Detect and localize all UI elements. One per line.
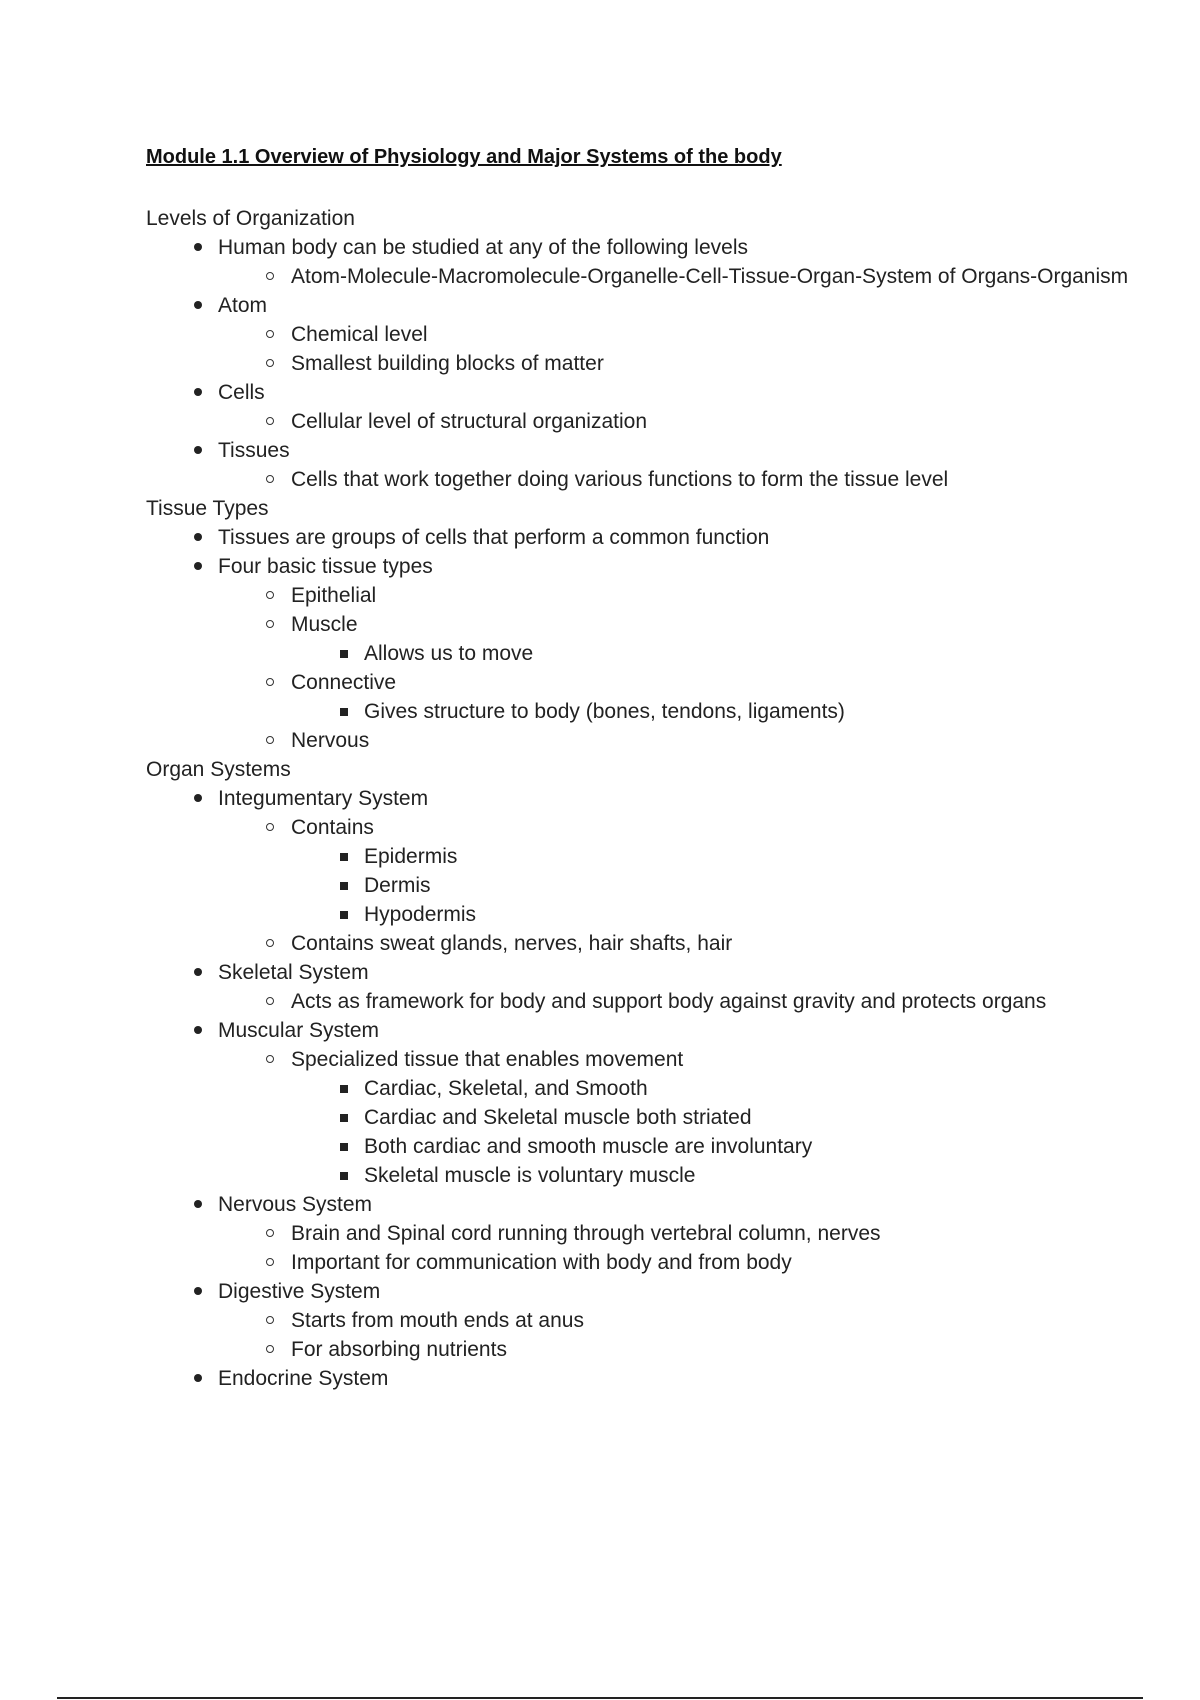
list-item-text: For absorbing nutrients [291,1338,507,1361]
list-item-text: Epithelial [291,584,377,607]
list-item-text: Tissues [218,439,290,462]
list-item-text: Organ Systems [146,758,291,781]
list-item [146,1277,1146,1306]
list-item [146,1161,1146,1190]
list-item-text: Cells [218,381,265,404]
list-item [146,378,1146,407]
list-item-text: Muscle [291,613,358,636]
list-item [146,784,1146,813]
list-item [146,1219,1146,1248]
list-item-text: Cardiac and Skeletal muscle both striated [364,1106,752,1129]
list-item [146,813,1146,842]
list-item-text: Tissue Types [146,497,269,520]
list-item [146,639,1146,668]
list-item-text: Atom [218,294,268,317]
list-item-text: Nervous [291,729,370,752]
notes-outline [146,204,1146,1393]
list-item [146,1335,1146,1364]
list-item-text: Hypodermis [364,903,477,926]
list-item [146,1248,1146,1277]
list-item [146,1074,1146,1103]
list-item-text: Acts as framework for body and support body against gravity and protects organs [291,990,1047,1013]
list-item [146,581,1146,610]
list-item-text: Integumentary System [218,787,429,810]
list-item [146,1016,1146,1045]
list-item [146,610,1146,639]
list-item [146,900,1146,929]
list-item-text: Gives structure to body (bones, tendons, ligaments) [364,700,845,723]
list-item-text: Contains [291,816,374,839]
list-item-text: Levels of Organization [146,207,355,230]
list-item-text: Skeletal muscle is voluntary muscle [364,1164,696,1187]
list-item [146,842,1146,871]
list-item [146,552,1146,581]
list-item-text: Connective [291,671,397,694]
list-item [146,929,1146,958]
list-item-text: Both cardiac and smooth muscle are involuntary [364,1135,813,1158]
list-item-text: Specialized tissue that enables movement [291,1048,684,1071]
list-item [146,668,1146,697]
list-item-text: Tissues are groups of cells that perform a common function [218,526,770,549]
list-item [146,465,1146,494]
list-item-text: Skeletal System [218,961,369,984]
list-item [146,1132,1146,1161]
list-item [146,262,1146,291]
list-item-text: Contains sweat glands, nerves, hair shafts, hair [291,932,733,955]
list-item-text: Digestive System [218,1280,381,1303]
list-item [146,987,1146,1016]
list-item [146,1190,1146,1219]
list-item-text: Allows us to move [364,642,534,665]
list-item [146,1045,1146,1074]
list-item-text: Important for communication with body and from body [291,1251,792,1274]
list-item-text: Four basic tissue types [218,555,433,578]
list-item-text: Smallest building blocks of matter [291,352,604,375]
list-item [146,523,1146,552]
list-item [146,436,1146,465]
list-item-text: Starts from mouth ends at anus [291,1309,584,1332]
list-item [146,1306,1146,1335]
document-title: Module 1.1 Overview of Physiology and Major Systems of the body [146,146,782,168]
list-item-text: Endocrine System [218,1367,389,1390]
list-item-text: Chemical level [291,323,428,346]
list-item-text: Atom-Molecule-Macromolecule-Organelle-Cell-Tissue-Organ-System of Organs-Organism [291,265,1129,288]
list-item [146,1364,1146,1393]
list-item-text: Epidermis [364,845,458,868]
list-item-text: Human body can be studied at any of the following levels [218,236,748,259]
list-item-text: Muscular System [218,1019,380,1042]
list-item [146,697,1146,726]
footer-divider [57,1697,1143,1699]
list-item [146,871,1146,900]
section-heading [146,494,1146,523]
list-item-text: Brain and Spinal cord running through vertebral column, nerves [291,1222,881,1245]
list-item [146,958,1146,987]
list-item [146,349,1146,378]
list-item-text: Cardiac, Skeletal, and Smooth [364,1077,648,1100]
list-item-text: Cells that work together doing various functions to form the tissue level [291,468,949,491]
list-item-text: Dermis [364,874,431,897]
list-item-text: Cellular level of structural organization [291,410,648,433]
section-heading [146,755,1146,784]
section-heading [146,204,1146,233]
list-item-text: Nervous System [218,1193,373,1216]
list-item [146,1103,1146,1132]
list-item [146,726,1146,755]
list-item [146,407,1146,436]
list-item [146,233,1146,262]
list-item [146,291,1146,320]
list-item [146,320,1146,349]
